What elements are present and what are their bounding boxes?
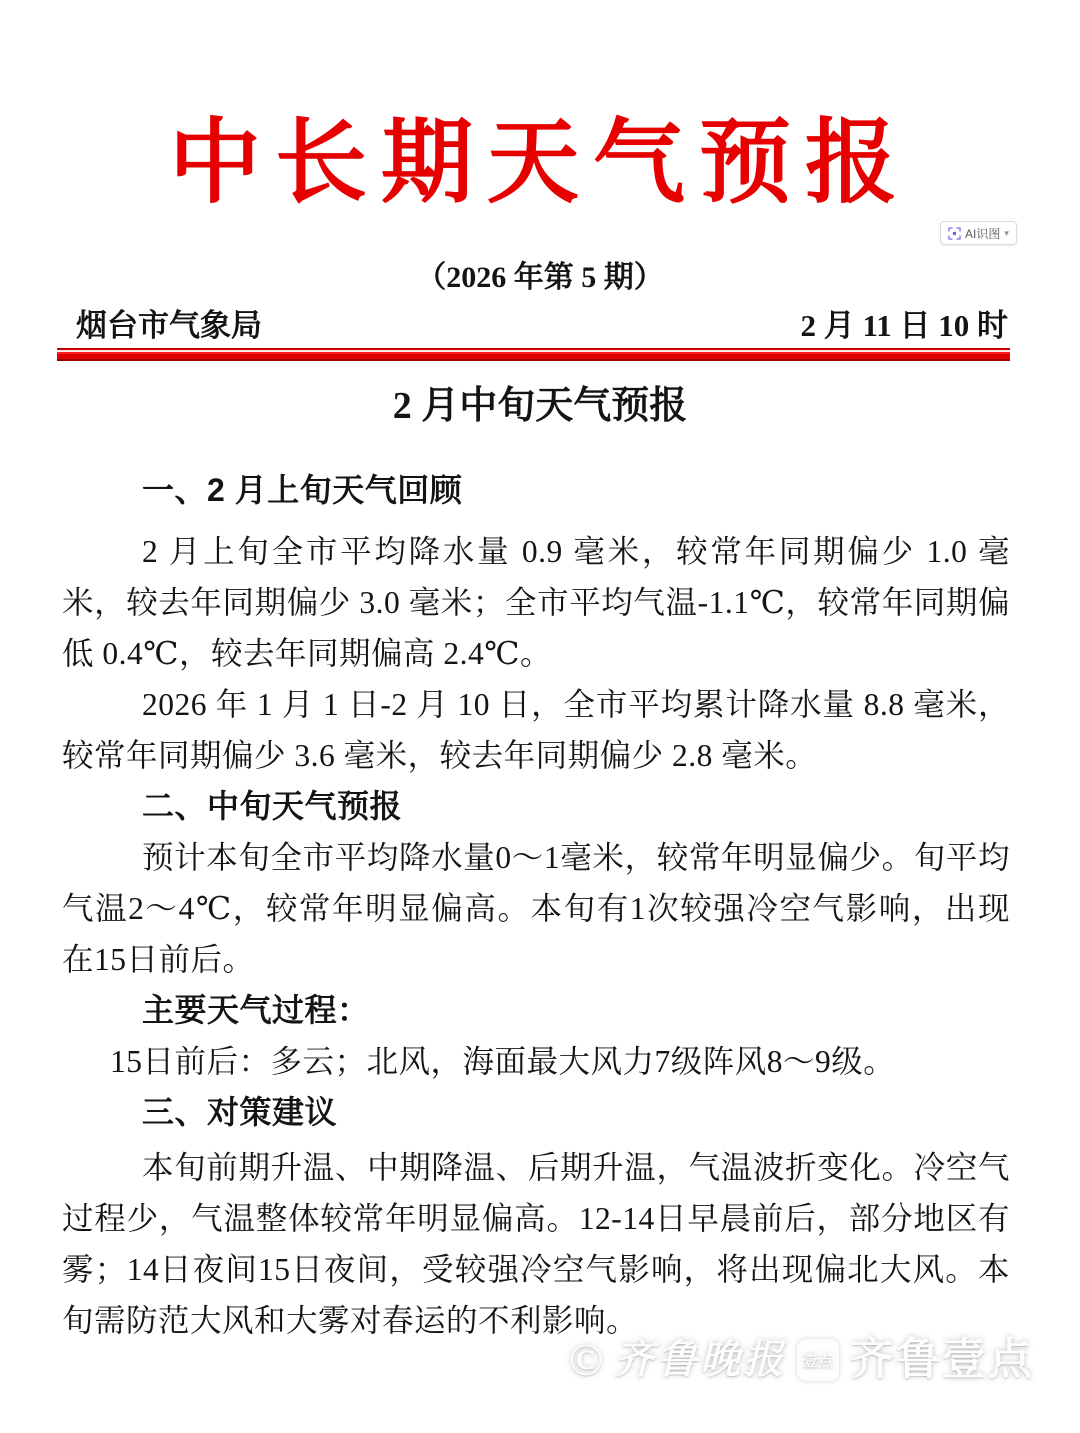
document-header-row [76, 309, 1008, 343]
issue-number: （2026 年第 5 期） [416, 261, 664, 294]
yidian-logo-icon: 壹点 [797, 1339, 839, 1381]
paragraph-cumulative-precipitation: 2026 年 1 月 1 日-2 月 10 日，全市平均累计降水量 8.8 毫米，较常年同期偏少 3.6 毫米，较去年同期偏少 2.8 毫米。 [62, 687, 1010, 773]
paragraph-early-feb-review: 2 月上旬全市平均降水量 0.9 毫米，较常年同期偏少 1.0 毫米，较去年同期偏少 3.0 毫米；全市平均气温-1.1℃，较常年同期偏低 0.4℃，较去年同期偏高 2.4℃。 [62, 534, 1010, 671]
section-heading-review: 一、2 月上旬天气回顾 [142, 472, 463, 508]
ai-scan-icon [948, 227, 961, 240]
ai-badge-label: AI识图 [965, 226, 1001, 241]
watermark [568, 1334, 1034, 1385]
paragraph-weather-process: 15日前后：多云；北风，海面最大风力7级阵风8～9级。 [110, 1044, 896, 1079]
agency-name: 烟台市气象局 [76, 308, 262, 343]
paragraph-suggestions: 本旬前期升温、中期降温、后期升温，气温波折变化。冷空气过程少，气温整体较常年明显偏高。12-14日早晨前后，部分地区有雾；14日夜间15日夜间，受较强冷空气影响，将出现偏北大风。本旬需防范大风和大雾对春运的不利影响。 [62, 1150, 1010, 1338]
ai-recognize-button[interactable] [940, 221, 1017, 245]
report-body [62, 465, 1010, 1346]
section-heading-mid-forecast: 二、中旬天气预报 [142, 788, 403, 824]
paragraph-mid-forecast: 预计本旬全市平均降水量0～1毫米，较常年明显偏少。旬平均气温2～4℃，较常年明显偏高。本旬有1次较强冷空气影响，出现在15日前后。 [62, 840, 1010, 977]
section-heading-main-process: 主要天气过程： [142, 992, 370, 1028]
watermark-brand-name: 齐鲁壹点 [850, 1335, 1034, 1384]
copyright-icon: © [568, 1334, 603, 1385]
issue-datetime: 2 月 11 日 10 时 [800, 308, 1008, 343]
report-title: 2 月中旬天气预报 [392, 385, 688, 427]
page-title: 中长期天气预报 [168, 112, 911, 214]
chevron-down-icon: ▾ [1004, 227, 1009, 238]
watermark-newspaper-name: 齐鲁晚报 [614, 1337, 786, 1382]
section-heading-suggestions: 三、对策建议 [142, 1094, 338, 1130]
red-divider-rule [57, 348, 1010, 361]
